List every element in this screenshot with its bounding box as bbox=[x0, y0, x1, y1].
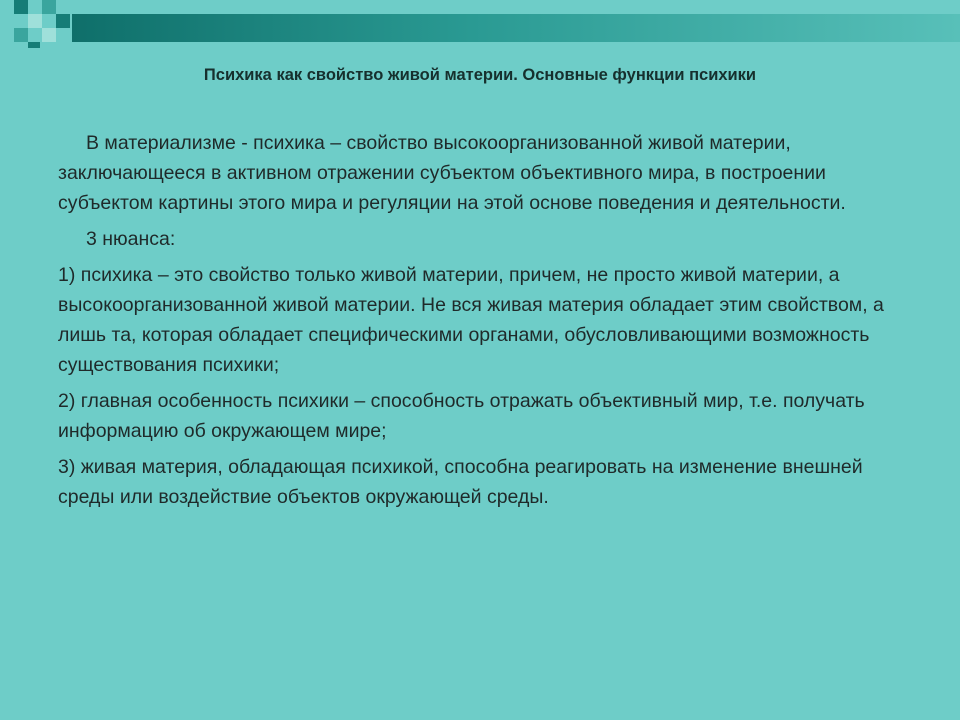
decor-square bbox=[42, 28, 56, 42]
decor-square bbox=[14, 0, 28, 14]
slide-title: Психика как свойство живой материи. Основные функции психики bbox=[203, 66, 757, 84]
decor-square bbox=[14, 28, 28, 42]
body-paragraph: 1) психика – это свойство только живой материи, причем, не просто живой материи, а высокоорганизованной живой материи. Не вся живая материя обладает этим свойством, а лишь та, которая обладает специфическими органами, обусловливающими возможность существования психики; bbox=[58, 264, 884, 376]
body-paragraph: 2) главная особенность психики – способность отражать объективный мир, т.е. получать информацию об окружающем мире; bbox=[58, 390, 865, 442]
decor-square bbox=[42, 0, 56, 14]
header-gradient-bar bbox=[72, 14, 960, 42]
body-paragraph: 3) живая материя, обладающая психикой, способна реагировать на изменение внешней среды или воздействие объектов окружающей среды. bbox=[58, 456, 863, 508]
body-paragraph: В материализме - психика – свойство высокоорганизованной живой материи, заключающееся в активном отражении субъектом объективного мира, в построении субъектом картины этого мира и регуляции на этой основе поведения и деятельности. bbox=[58, 132, 846, 214]
decor-square bbox=[28, 14, 42, 28]
slide-body bbox=[58, 128, 908, 518]
body-paragraph: 3 нюанса: bbox=[86, 228, 176, 250]
decor-square bbox=[28, 42, 40, 48]
decorative-header-band bbox=[0, 0, 960, 48]
decor-square bbox=[56, 14, 70, 28]
